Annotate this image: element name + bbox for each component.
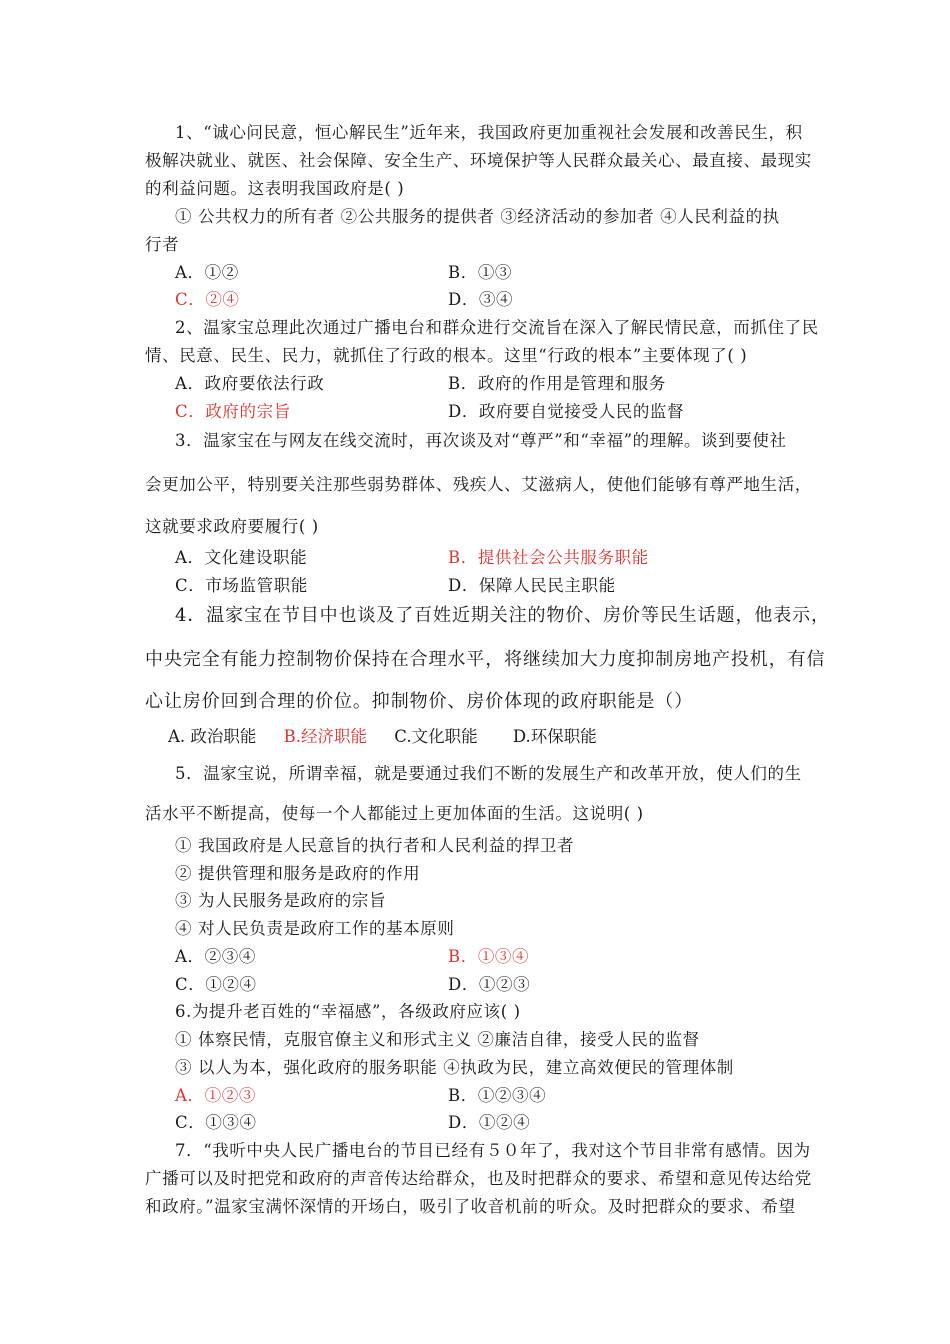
q2-option-d: D．政府要自觉接受人民的监督 <box>448 402 685 421</box>
q1-stem-line3: 的利益问题。这表明我国政府是( ) <box>145 179 405 198</box>
q4-option-a: A. 政治职能 <box>168 727 257 746</box>
q4-options-row <box>168 725 619 749</box>
q1-option-b: B．①③ <box>448 263 513 282</box>
q2-option-c-answer: C．政府的宗旨 <box>175 402 291 421</box>
q4-stem-line2: 中央完全有能力控制物价保持在合理水平，将继续加大力度抑制房地产投机，有信 <box>145 649 826 670</box>
q5-option-d: D．①②③ <box>448 975 531 994</box>
q2-option-b: B．政府的作用是管理和服务 <box>448 374 666 393</box>
q7-stem-line2: 广播可以及时把党和政府的声音传达给群众，也及时把群众的要求、希望和意见传达给党 <box>145 1169 812 1188</box>
q5-item-3: ③ 为人民服务是政府的宗旨 <box>175 891 387 910</box>
q7-stem-line3: 和政府。”温家宝满怀深情的开场白，吸引了收音机前的听众。及时把群众的要求、希望 <box>145 1197 796 1216</box>
q2-option-a: A．政府要依法行政 <box>175 374 325 393</box>
q2-stem-line2: 情、民意、民生、民力，就抓住了行政的根本。这里“行政的根本”主要体现了( ) <box>145 346 748 365</box>
q4-stem-line1: 4．温家宝在节目中也谈及了百姓近期关注的物价、房价等民生话题，他表示， <box>175 605 830 626</box>
q6-option-d: D．①②④ <box>448 1113 531 1132</box>
q5-option-c: C．①②④ <box>175 975 257 994</box>
q5-stem-line2: 活水平不断提高，使每一个人都能过上更加体面的生活。这说明( ) <box>145 804 644 823</box>
q3-option-a: A．文化建设职能 <box>175 548 308 567</box>
q5-option-b-answer: B．①③④ <box>448 947 530 966</box>
q6-items-line2: ③ 以人为本，强化政府的服务职能 ④执政为民，建立高效便民的管理体制 <box>175 1058 734 1077</box>
q1-items-line1: ① 公共权力的所有者 ②公共服务的提供者 ③经济活动的参加者 ④人民利益的执 <box>175 207 780 226</box>
q4-option-b-answer: B.经济职能 <box>283 727 368 746</box>
q4-option-d: D.环保职能 <box>512 727 597 746</box>
q6-option-a-answer: A．①②③ <box>175 1086 256 1105</box>
q1-option-a: A．①② <box>175 263 239 282</box>
q3-option-c: C．市场监管职能 <box>175 576 308 595</box>
q1-items-line2: 行者 <box>145 235 180 254</box>
q6-stem-line1: 6.为提升老百姓的“幸福感”，各级政府应该( ) <box>175 1002 521 1021</box>
q3-option-d: D．保障人民民主职能 <box>448 576 616 595</box>
q1-option-d: D．③④ <box>448 290 514 309</box>
q5-item-4: ④ 对人民负责是政府工作的基本原则 <box>175 919 455 938</box>
q2-stem-line1: 2、温家宝总理此次通过广播电台和群众进行交流旨在深入了解民情民意，而抓住了民 <box>175 318 819 337</box>
q1-option-c-answer: C．②④ <box>175 290 240 309</box>
q3-stem-line2: 会更加公平，特别要关注那些弱势群体、残疾人、艾滋病人，使他们能够有尊严地生活， <box>145 475 812 494</box>
q4-stem-line3: 心让房价回到合理的价位。抑制物价、房价体现的政府职能是（） <box>145 691 694 712</box>
q5-item-1: ① 我国政府是人民意旨的执行者和人民利益的捍卫者 <box>175 836 575 855</box>
q1-stem-line1: 1、“诚心问民意，恒心解民生”近年来，我国政府更加重视社会发展和改善民生，积 <box>175 123 803 142</box>
q3-stem-line1: 3．温家宝在与网友在线交流时，再次谈及对“尊严”和“幸福”的理解。谈到要使社 <box>175 431 787 450</box>
q6-items-line1: ① 体察民情，克服官僚主义和形式主义 ②廉洁自律，接受人民的监督 <box>175 1030 700 1049</box>
q4-option-c: C.文化职能 <box>394 727 478 746</box>
q6-option-b: B．①②③④ <box>448 1086 547 1105</box>
q1-stem-line2: 极解决就业、就医、社会保障、安全生产、环境保护等人民群众最关心、最直接、最现实 <box>145 151 812 170</box>
q3-option-b-answer: B．提供社会公共服务职能 <box>448 548 649 567</box>
q3-stem-line3: 这就要求政府要履行( ) <box>145 517 319 536</box>
q5-stem-line1: 5．温家宝说，所谓幸福，就是要通过我们不断的发展生产和改革开放，使人们的生 <box>175 764 802 783</box>
q5-option-a: A．②③④ <box>175 947 256 966</box>
q7-stem-line1: 7．“我听中央人民广播电台的节目已经有５０年了，我对这个节目非常有感情。因为 <box>175 1141 811 1160</box>
q6-option-c: C．①③④ <box>175 1113 257 1132</box>
q5-item-2: ② 提供管理和服务是政府的作用 <box>175 864 421 883</box>
